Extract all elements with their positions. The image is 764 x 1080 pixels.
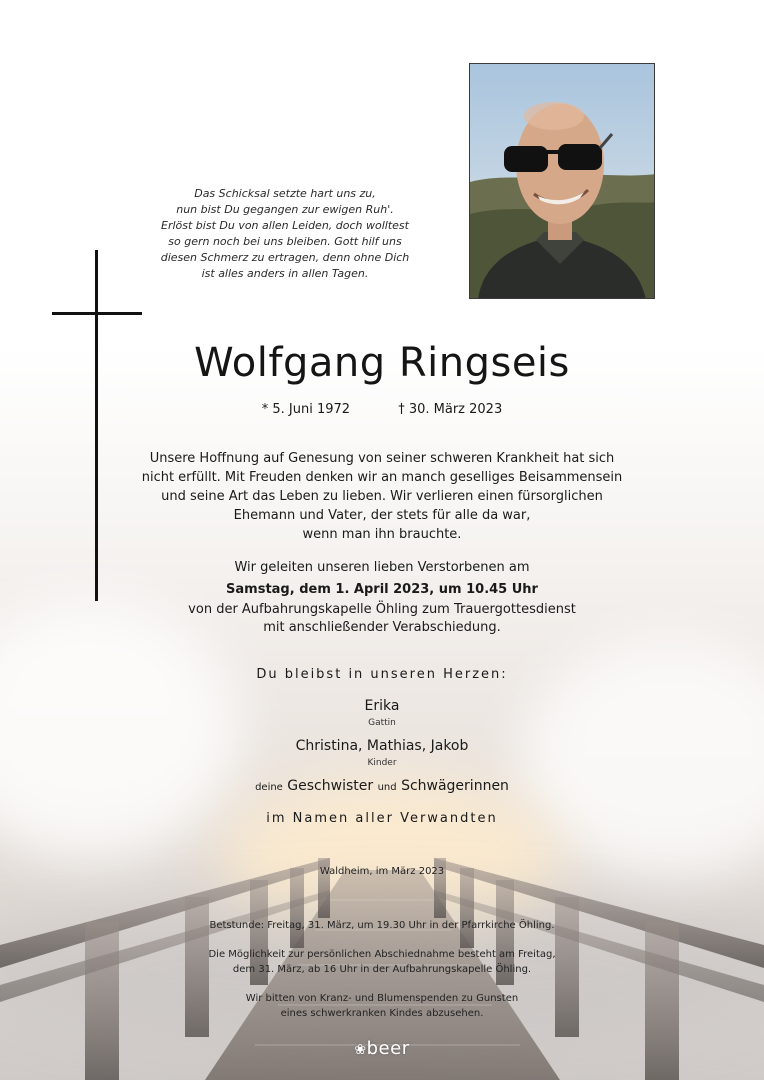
message-line: und seine Art das Leben zu lieben. Wir verlieren einen fürsorglichen bbox=[161, 489, 603, 504]
service-intro: Wir geleiten unseren lieben Verstorbenen am bbox=[234, 560, 530, 575]
relatives-in-laws: Schwägerinnen bbox=[401, 778, 509, 794]
service-datetime: Samstag, dem 1. April 2023, um 10.45 Uhr bbox=[226, 582, 538, 597]
family-member-role: Gattin bbox=[368, 718, 396, 728]
place-date: Waldheim, im März 2023 bbox=[319, 866, 445, 877]
donation-note bbox=[0, 991, 764, 1021]
message-line: wenn man ihn brauchte. bbox=[302, 527, 462, 542]
family-member-name: Erika bbox=[364, 698, 400, 714]
deceased-name: Wolfgang Ringseis bbox=[194, 340, 570, 386]
poem-line: Das Schicksal setzte hart uns zu, bbox=[194, 187, 376, 200]
cross-icon-bar bbox=[52, 312, 142, 315]
poem-line: ist alles anders in allen Tagen. bbox=[201, 267, 369, 280]
family-member-name: Christina, Mathias, Jakob bbox=[295, 738, 469, 754]
message-line: Unsere Hoffnung auf Genesung von seiner schweren Krankheit hat sich bbox=[149, 451, 615, 466]
donation-line: Wir bitten von Kranz- und Blumenspenden zu Gunsten bbox=[245, 993, 519, 1004]
death-date: † 30. März 2023 bbox=[398, 402, 503, 417]
message-paragraph bbox=[0, 449, 764, 544]
birth-date: * 5. Juni 1972 bbox=[261, 402, 351, 417]
poem bbox=[150, 186, 420, 282]
family-member-role: Kinder bbox=[367, 758, 397, 768]
farewell-note bbox=[0, 947, 764, 977]
farewell-line: Die Möglichkeit zur persönlichen Abschiednahme besteht am Freitag, bbox=[208, 949, 556, 960]
relatives-prefix: deine bbox=[255, 782, 283, 793]
message-line: Ehemann und Vater, der stets für alle da war, bbox=[233, 508, 531, 523]
poem-line: Erlöst bist Du von allen Leiden, doch wolltest bbox=[161, 219, 409, 232]
service-line: mit anschließender Verabschiedung. bbox=[263, 620, 501, 635]
flower-icon: ❀ bbox=[354, 1042, 367, 1058]
poem-line: diesen Schmerz zu ertragen, denn ohne Dich bbox=[160, 251, 410, 264]
poem-line: nun bist Du gegangen zur ewigen Ruh'. bbox=[176, 203, 394, 216]
logo-text: beer bbox=[366, 1038, 410, 1059]
relatives-siblings: Geschwister bbox=[287, 778, 374, 794]
all-relatives: im Namen aller Verwandten bbox=[266, 811, 498, 826]
farewell-line: dem 31. März, ab 16 Uhr in der Aufbahrungskapelle Öhling. bbox=[232, 964, 532, 975]
service-details bbox=[0, 557, 764, 637]
funeral-home-logo bbox=[0, 1038, 764, 1059]
relatives-joiner: und bbox=[377, 782, 397, 793]
cross-icon bbox=[95, 250, 98, 601]
poem-line: so gern noch bei uns bleiben. Gott hilf uns bbox=[168, 235, 402, 248]
relatives-line bbox=[0, 778, 764, 794]
service-line: von der Aufbahrungskapelle Öhling zum Trauergottesdienst bbox=[188, 602, 576, 617]
prayer-note: Betstunde: Freitag, 31. März, um 19.30 Uhr in der Pfarrkirche Öhling. bbox=[209, 920, 555, 931]
donation-line: eines schwerkranken Kindes abzusehen. bbox=[280, 1008, 484, 1019]
mourners-heading: Du bleibst in unseren Herzen: bbox=[256, 667, 508, 682]
life-dates bbox=[0, 402, 764, 417]
message-line: nicht erfüllt. Mit Freuden denken wir an manch geselliges Beisammensein bbox=[141, 470, 623, 485]
portrait-photo bbox=[469, 63, 655, 299]
